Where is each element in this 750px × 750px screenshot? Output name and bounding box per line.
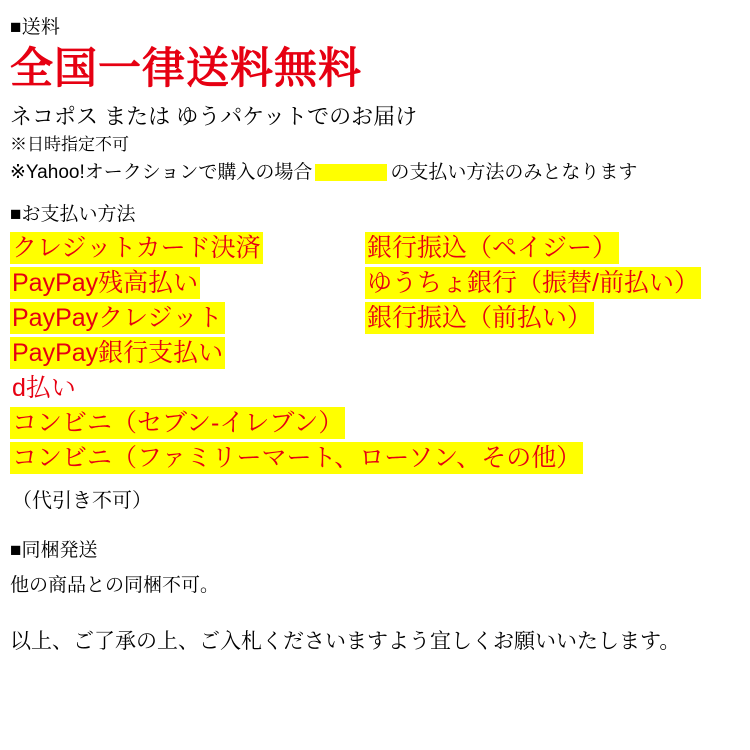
payment-row xyxy=(10,337,740,369)
payment-method-konbini-other: コンビニ（ファミリーマート、ローソン、その他） xyxy=(12,444,582,473)
payment-method-d-barai: d払い xyxy=(12,374,76,403)
payment-col-right xyxy=(365,267,740,299)
payment-methods-grid xyxy=(10,232,740,474)
payment-method-bank-transfer-payeasy: 銀行振込（ペイジー） xyxy=(367,234,618,263)
payment-method-konbini-seven: コンビニ（セブン-イレブン） xyxy=(12,409,344,438)
yahoo-note-prefix: ※Yahoo!オークションで購入の場合 xyxy=(10,161,313,183)
shipping-date-note: ※日時指定不可 xyxy=(10,134,129,154)
yahoo-auction-note xyxy=(10,160,740,186)
payment-col-left xyxy=(10,372,365,404)
shipping-method-text: ネコポス または ゆうパケットでのお届け xyxy=(10,104,418,130)
payment-col-left xyxy=(10,267,365,299)
shipping-headline: 全国一律送料無料 xyxy=(10,44,362,93)
payment-method-credit-card: クレジットカード決済 xyxy=(12,234,261,263)
payment-col-left xyxy=(10,407,365,439)
payment-row xyxy=(10,407,740,439)
payment-method-yucho-bank: ゆうちょ銀行（振替/前払い） xyxy=(367,269,699,298)
payment-col-left xyxy=(10,442,583,474)
payment-method-paypay-balance: PayPay残高払い xyxy=(12,269,199,298)
payment-col-right xyxy=(365,302,740,334)
payment-row xyxy=(10,302,740,334)
payment-row xyxy=(10,267,740,299)
cod-not-available-note: （代引き不可） xyxy=(12,490,152,513)
payment-row xyxy=(10,232,740,264)
payment-col-right xyxy=(365,232,740,264)
payment-col-left xyxy=(10,232,365,264)
payment-method-paypay-bank: PayPay銀行支払い xyxy=(12,339,224,368)
bundling-note: 他の商品との同梱不可。 xyxy=(10,575,220,597)
payment-row xyxy=(10,442,740,474)
payment-col-left xyxy=(10,337,365,369)
payment-row xyxy=(10,372,740,404)
shipping-section-label: ■送料 xyxy=(10,17,61,38)
bundling-section-label: ■同梱発送 xyxy=(10,540,98,562)
payment-section-label: ■お支払い方法 xyxy=(10,204,136,226)
payment-method-bank-transfer-prepaid: 銀行振込（前払い） xyxy=(367,304,593,333)
payment-col-left xyxy=(10,302,365,334)
yahoo-note-suffix: の支払い方法のみとなります xyxy=(390,161,638,183)
closing-statement: 以上、ご了承の上、ご入札くださいますよう宜しくお願いいたします。 xyxy=(10,630,681,654)
payment-method-paypay-credit: PayPayクレジット xyxy=(12,304,223,333)
redacted-mask xyxy=(315,164,387,181)
